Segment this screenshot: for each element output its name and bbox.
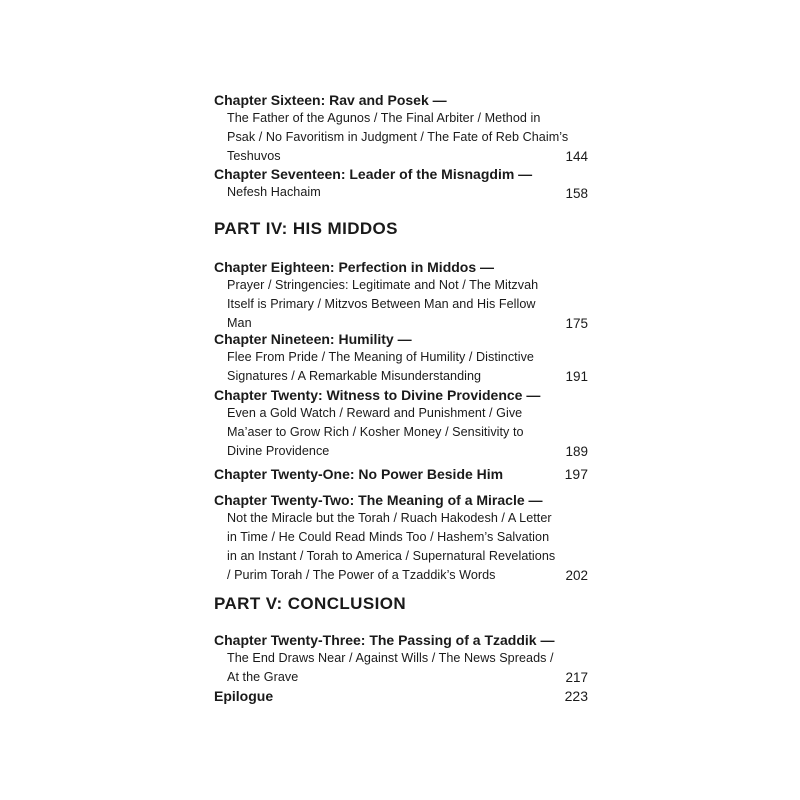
chapter-title: Chapter Twenty-One: No Power Beside Him (214, 466, 504, 482)
toc-entry-epilogue (214, 688, 588, 705)
chapter-title: Chapter Sixteen: Rav and Posek — (214, 92, 447, 108)
chapter-subtopics (227, 276, 557, 333)
chapter-title: Chapter Twenty: Witness to Divine Providence — (214, 387, 541, 403)
subtopic-line: in Time / He Could Read Minds Too / Hashem’s Salvation (227, 530, 550, 544)
page-number: 158 (565, 186, 588, 201)
subtopic-line: Ma’aser to Grow Rich / Kosher Money / Sensitivity to (227, 425, 524, 439)
toc-entry-chapter-18 (214, 259, 588, 333)
chapter-title: Epilogue (214, 688, 274, 704)
subtopic-line: Not the Miracle but the Torah / Ruach Hakodesh / A Letter (227, 511, 552, 525)
subtopic-line: Divine Providence (227, 444, 330, 458)
subtopic-line: Prayer / Stringencies: Legitimate and Not / The Mitzvah (227, 278, 539, 292)
chapter-subtopics (227, 348, 557, 386)
part-heading: PART V: CONCLUSION (214, 594, 407, 613)
chapter-subtopics (227, 509, 557, 585)
page-number: 144 (565, 149, 588, 164)
toc-entry-chapter-19 (214, 331, 588, 386)
page-number: 191 (565, 369, 588, 384)
page-number: 202 (565, 568, 588, 583)
chapter-subtopics (227, 109, 569, 166)
chapter-title: Chapter Twenty-Two: The Meaning of a Miracle — (214, 492, 543, 508)
subtopic-line: Flee From Pride / The Meaning of Humility / Distinctive (227, 350, 534, 364)
subtopic-line: Itself is Primary / Mitzvos Between Man and His Fellow (227, 297, 536, 311)
toc-entry-chapter-21 (214, 466, 588, 483)
subtopic-line: At the Grave (227, 670, 299, 684)
page-number: 217 (565, 670, 588, 685)
page-number: 175 (565, 316, 588, 331)
chapter-title: Chapter Nineteen: Humility — (214, 331, 412, 347)
chapter-subtopics (227, 183, 557, 202)
subtopic-line: Psak / No Favoritism in Judgment / The Fate of Reb Chaim’s (227, 130, 569, 144)
page-number: 189 (565, 444, 588, 459)
subtopic-line: The End Draws Near / Against Wills / The News Spreads / (227, 651, 554, 665)
subtopic-line: Even a Gold Watch / Reward and Punishment / Give (227, 406, 523, 420)
toc-entry-chapter-23 (214, 632, 588, 687)
chapter-title: Chapter Seventeen: Leader of the Misnagdim — (214, 166, 533, 182)
toc-entry-chapter-22 (214, 492, 588, 585)
subtopic-line: Signatures / A Remarkable Misunderstanding (227, 369, 482, 383)
chapter-subtopics (227, 404, 557, 461)
toc-entry-chapter-16 (214, 92, 588, 166)
page-number: 223 (564, 688, 588, 704)
chapter-title: Chapter Twenty-Three: The Passing of a Tzaddik — (214, 632, 555, 648)
subtopic-line: / Purim Torah / The Power of a Tzaddik’s Words (227, 568, 496, 582)
chapter-subtopics (227, 649, 557, 687)
subtopic-line: Man (227, 316, 252, 330)
subtopic-line: in an Instant / Torah to America / Supernatural Revelations (227, 549, 556, 563)
subtopic-line: The Father of the Agunos / The Final Arbiter / Method in (227, 111, 541, 125)
part-heading: PART IV: HIS MIDDOS (214, 219, 398, 238)
subtopic-line: Teshuvos (227, 149, 281, 163)
chapter-title: Chapter Eighteen: Perfection in Middos — (214, 259, 495, 275)
page-number: 197 (564, 466, 588, 482)
toc-entry-chapter-17 (214, 166, 588, 202)
subtopic-line: Nefesh Hachaim (227, 185, 321, 199)
toc-entry-chapter-20 (214, 387, 588, 461)
